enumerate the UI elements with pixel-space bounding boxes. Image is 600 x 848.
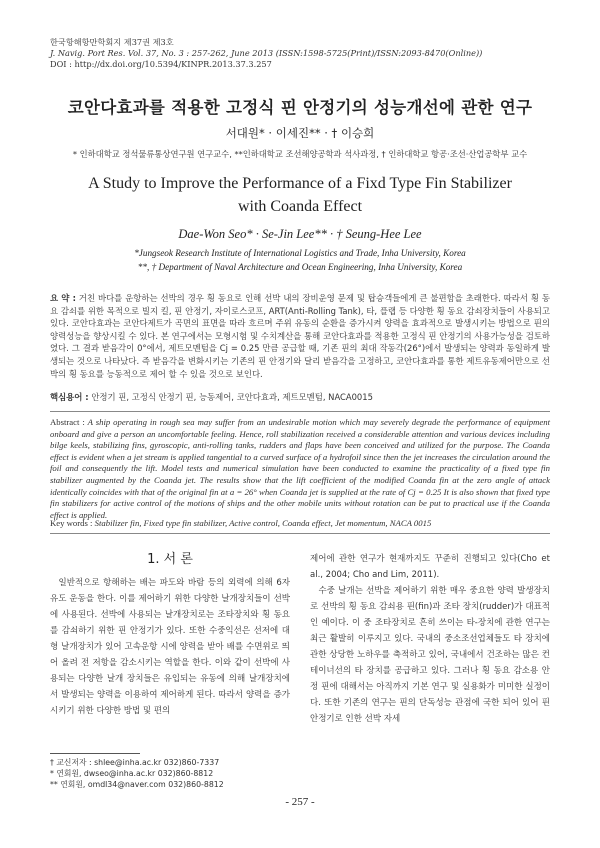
paragraph: 수중 날개는 선박을 제어하기 위한 매우 중요한 양력 발생장치로 선박의 횡 동요 감쇠용 핀(fin)과 조타 장치(rudder)가 대표적인 예이다. 이 중 조타장치로 흔히 쓰이는 타-장치에 관한 연구는 최근 활발히 이루지고 있다. 국내의 중소조선업체들도 타 장치에 관한 상당한 노하우를 축적하고 있어, 국내에서 건조하는 많은 컨테이너선의 타 장치를 공급하고 있다. 그러나 횡 동요 감소용 안정 핀에 대해서는 아직까지 기본 연구 및 실용화가 미미한 실정이다. 또한 기존의 연구는 핀의 단독성능 관점에 국한 되어 있어 핀 안정기로 인한 선박 자세 (310, 586, 550, 724)
page-number: - 257 - (285, 796, 315, 808)
abstract-en (50, 417, 550, 521)
affiliation-en-1: *Jungseok Research Institute of International Logistics and Trade, Inha University, Korea (134, 248, 466, 258)
keywords-kr-text: 안정기 핀, 고정식 안정기 핀, 능동제어, 코안다효과, 제트모멘텀, NACA0015 (91, 392, 373, 402)
footnote-author-2: ** 연회원, omdl34@naver.com 032)860-8812 (50, 779, 224, 789)
keywords-en-text: Stabilizer fin, Fixed type fin stabilizer, Active control, Coanda effect, Jet momentum, NACA 0015 (94, 518, 432, 528)
affiliation-en-2: **, † Department of Naval Architecture and Ocean Engineering, Inha University, Korea (137, 262, 463, 272)
doi-line: DOI : http://dx.doi.org/10.5394/KINPR.2013.37.3.257 (50, 59, 272, 69)
footnotes (50, 758, 224, 790)
title-kr: 코안다효과를 적용한 고정식 핀 안정기의 성능개선에 관한 연구 (67, 98, 533, 117)
authors-en: Dae-Won Seo* · Se-Jin Lee** · † Seung-Hee Lee (178, 227, 422, 241)
keywords-kr (50, 391, 550, 403)
keywords-en (50, 518, 550, 528)
paragraph: 일반적으로 항해하는 배는 파도와 바람 등의 외력에 의해 6자유도 운동을 한다. 이를 제어하기 위한 다양한 날개장치들이 선박에 사용된다. 선박에 사용되는 날개장치로는 조타장치와 횡 동요를 감쇠하기 위한 핀 안정기가 있다. 또한 수중익선은 선저에 대형 날개장치가 있어 고속운항 시에 양력을 받아 배를 수면위로 띄어 올려 전 저항을 감소시키는 역할을 한다. 이와 같이 선박에 사용되는 다양한 날개 장치들은 유입되는 유동에 의해 날개장치에서 발생되는 양력을 이용하여 제어하게 된다. 따라서 양력을 증가시키기 위한 다양한 방법 및 편의 (50, 578, 290, 716)
authors-kr: 서대원* · 이세진** · † 이승희 (225, 126, 375, 140)
keywords-en-label: Key words : (50, 518, 93, 528)
footnote-divider (50, 753, 140, 754)
body-column-right (310, 551, 550, 727)
body-column-left (50, 575, 290, 719)
affiliations-kr: * 인하대학교 정석물류통상연구원 연구교수, **인하대학교 조선해양공학과 석사과정, † 인하대학교 항공·조선·산업공학부 교수 (72, 149, 528, 159)
abstract-kr (50, 292, 550, 380)
paragraph: 제어에 관한 연구가 현재까지도 꾸준히 진행되고 있다(Cho et al., 2004; Cho and Lim, 2011). (310, 554, 550, 580)
divider-line (50, 411, 550, 412)
journal-citation: J. Navig. Port Res. Vol. 37, No. 3 : 257-262, June 2013 (ISSN:1598-5725(Print)/ISSN:2093-8470(Online)) (50, 48, 483, 58)
abstract-en-text: A ship operating in rough sea may suffer from an undesirable motion which may severely degrade the performance of equipment onboard and give a person an uncomfortable feeling. Hence, roll stabilization received a considerable attention and various devices including bilge keels, stabilizing fins, gyroscopic, anti-rolling tanks, rudders and flaps have been conceived and utilized for the purpose. The Coanda effect is evident when a jet stream is applied tangential to a curved surface of a hydrofoil since then the jet increases the circulation around the foil and consequently the lift. Model tests and numerical simulation have been conducted to examine the practicality of a fixed type fin stabilizer augmented by the Coanda jet. The results show that the lift coefficient of the modified Coanda fin at the zero angle of attack identically coincides with that of the original fin at a = 26° when Coanda jet is supplied at the rate of Cj = 0.25 It is also shown that fixed type fin stabilizers for active control of the motions of ships and the other mobile units without rotation can be put to practical use if the Coanda effect is applied. (50, 417, 550, 520)
keywords-kr-label: 핵심용어 : (50, 392, 89, 402)
footnote-author-1: * 연회원, dwseo@inha.ac.kr 032)860-8812 (50, 768, 214, 778)
title-en: A Study to Improve the Performance of a Fixd Type Fin Stabilizer with Coanda Effect (88, 175, 512, 215)
divider-line (50, 533, 550, 534)
journal-name-kr: 한국항해항만학회지 제37권 제3호 (50, 37, 174, 47)
section-heading: 1. 서 론 (147, 552, 193, 567)
abstract-kr-label: 요 약 : (50, 293, 76, 303)
footnote-corresponding: † 교신저자 : shlee@inha.ac.kr 032)860-7337 (50, 758, 220, 767)
journal-header (50, 37, 482, 70)
abstract-en-label: Abstract : (50, 417, 85, 427)
abstract-kr-text: 거친 바다를 운항하는 선박의 경우 횡 동요로 인해 선박 내의 장비운영 문제 및 탑승객들에게 큰 불편함을 초래한다. 따라서 횡 동요 감쇠를 위한 목적으로 빌지 킬, 핀 안정기, 자이로스코프, ART(Anti-Rolling Tank), 타, 플랩 등 다양한 횡 동요 감쇠장치들이 사용되고 있다. 코안다효과는 코안다제트가 곡면의 표면을 따라 흐르며 주위 유동의 순환을 증가시켜 양력을 효과적으로 발생시키는 방법으로 핀의 양력성능을 향상시킬 수 있다. 본 연구에서는 모형시험 및 수치계산을 통해 코안다효과를 적용한 고정식 핀 안정기의 사용가능성을 검토하였다. 그 결과 받음각이 0°에서, 제트모멘텀을 Cj = 0.25 만큼 공급할 때, 기존 핀의 최대 작동각(26°)에서 발생되는 양력과 동일하게 발생되는 것으로 나타났다. 즉 받음각을 변화시키는 기존의 핀 안정기와 달리 받음각을 고정하고, 코안다효과를 통한 제트유동제어만으로 선박의 횡 동요를 능동적으로 제어 할 수 있을 것으로 보인다. (50, 293, 550, 379)
